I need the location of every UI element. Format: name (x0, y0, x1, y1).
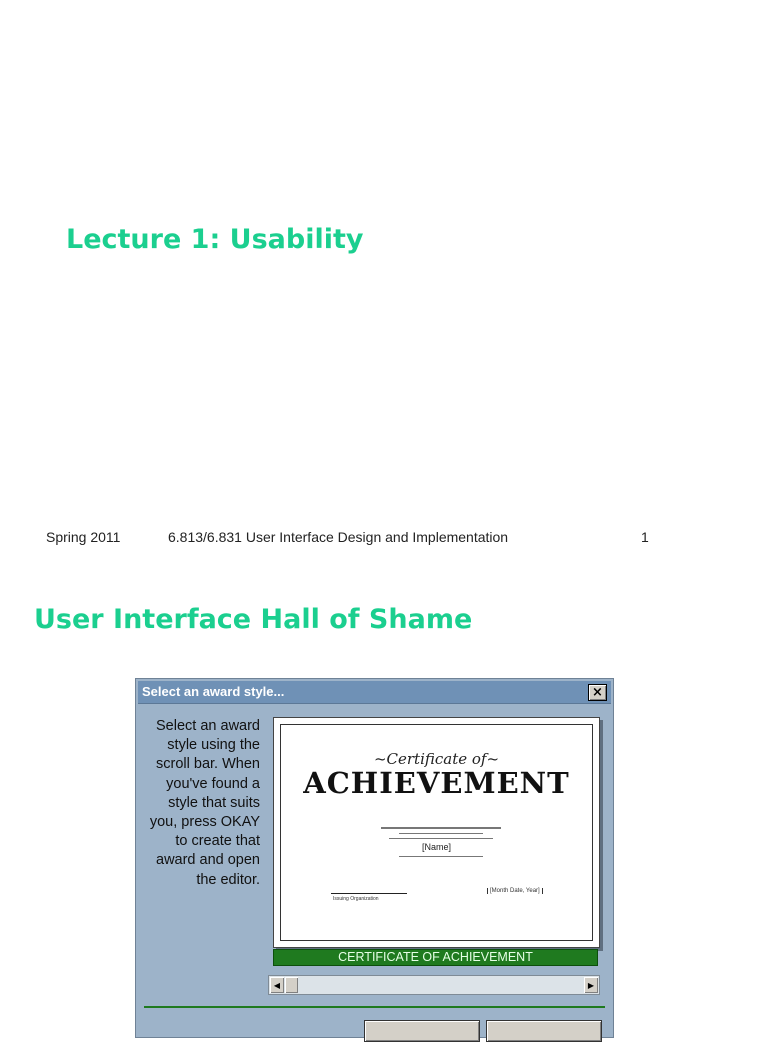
okay-button[interactable] (364, 1020, 480, 1042)
dialog-separator (144, 1006, 605, 1008)
lecture-title: Lecture 1: Usability (66, 224, 364, 255)
footer-course: 6.813/6.831 User Interface Design and Implementation (168, 529, 509, 545)
certificate-name-field: [Name] (421, 842, 451, 852)
footer-term: Spring 2011 (46, 529, 121, 545)
section-title: User Interface Hall of Shame (34, 604, 473, 635)
close-icon[interactable]: × (588, 684, 607, 701)
award-preview (273, 717, 600, 948)
style-scrollbar[interactable] (268, 975, 600, 995)
scroll-left-arrow-icon[interactable]: ◀ (270, 977, 284, 993)
certificate-text-line (389, 838, 493, 839)
dialog-title: Select an award style... (142, 684, 285, 699)
scroll-right-arrow-icon[interactable]: ▶ (584, 977, 598, 993)
cancel-button[interactable] (486, 1020, 602, 1042)
instructions-text: Select an award style using the scroll bar. When you've found a style that suits you, press OKAY to create that award and open the editor. (149, 718, 260, 888)
date-field: [Month Date, Year] (487, 888, 543, 894)
certificate-main-heading: ACHIEVEMENT (303, 766, 570, 800)
certificate-text-line (399, 833, 483, 834)
certificate-text-line (399, 856, 483, 857)
footer-page-number: 1 (641, 529, 649, 545)
certificate-preview (280, 724, 593, 941)
scroll-thumb[interactable] (285, 977, 298, 993)
certificate-script-heading: ~Certificate of~ (373, 750, 500, 768)
certificate-text-line (381, 827, 501, 829)
dialog-titlebar[interactable] (138, 681, 611, 704)
signature-caption: Issuing Organization (333, 896, 379, 902)
signature-line (331, 893, 407, 894)
award-style-dialog (135, 678, 614, 1038)
style-caption: CERTIFICATE OF ACHIEVEMENT (273, 949, 598, 966)
